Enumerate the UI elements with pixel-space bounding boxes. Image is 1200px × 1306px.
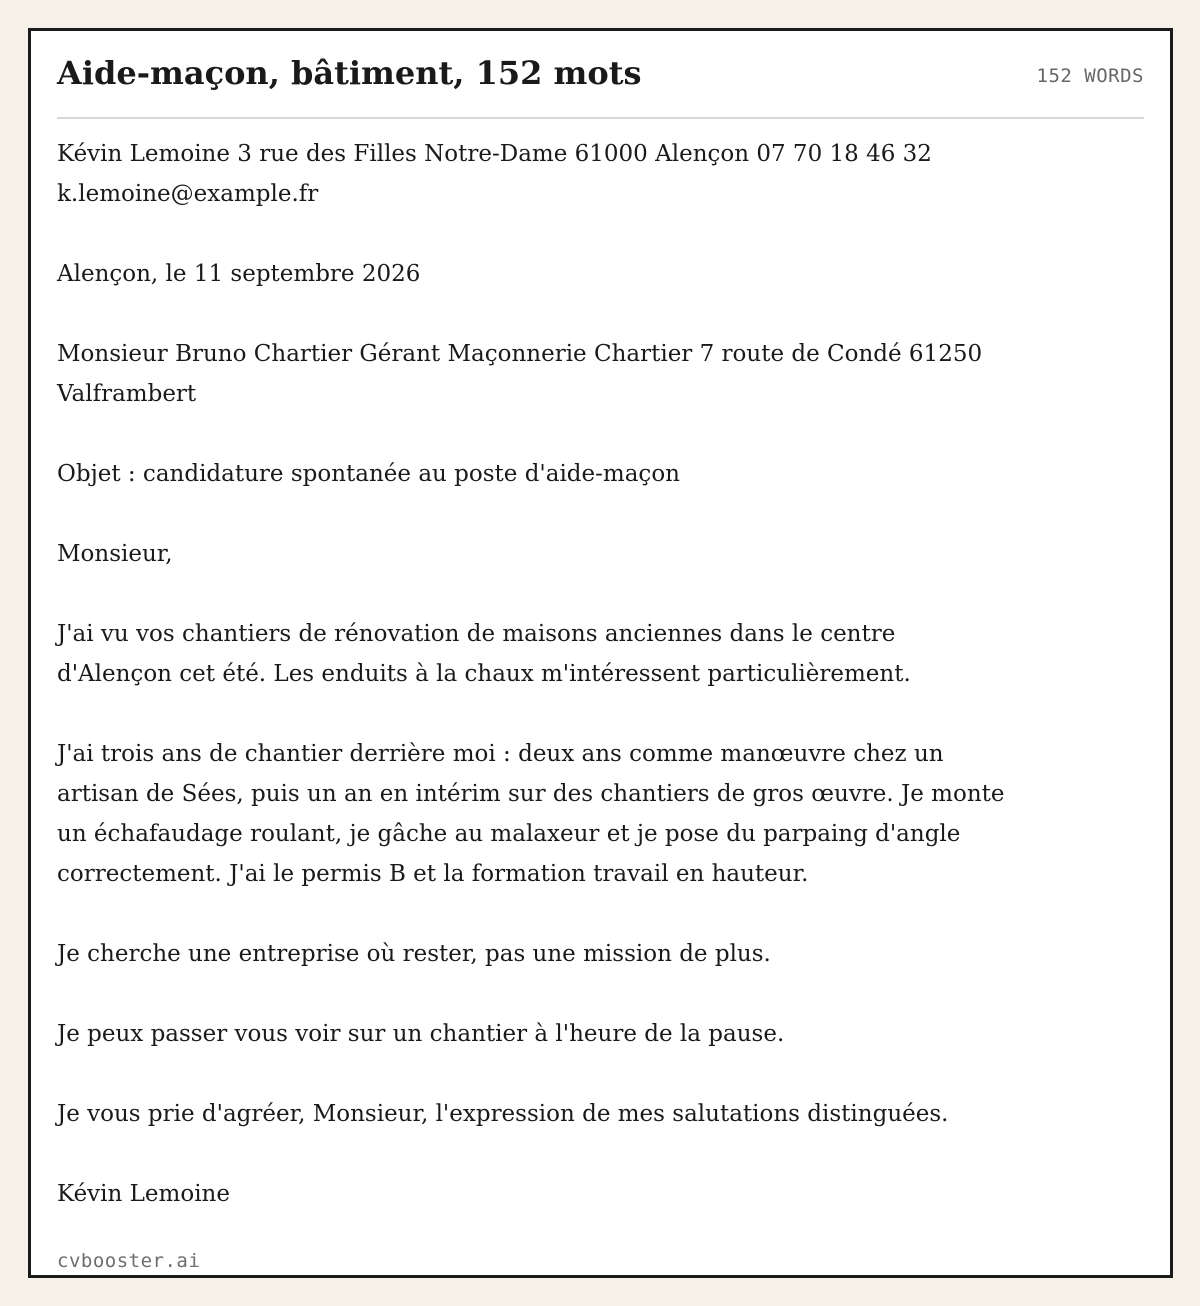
word-count-badge: 152 WORDS [1036, 65, 1144, 87]
letter-card [28, 28, 1173, 1278]
letter-signature: Kévin Lemoine [57, 1181, 230, 1207]
letter-subject: Objet : candidature spontanée au poste d'aide-maçon [57, 461, 680, 487]
sender-block: Kévin Lemoine 3 rue des Filles Notre-Dame 61000 Alençon 07 70 18 46 32 k.lemoine@example.fr [57, 141, 932, 207]
letter-body [57, 134, 1017, 1214]
page-title: Aide-maçon, bâtiment, 152 mots [57, 54, 642, 92]
body-paragraph-1: J'ai vu vos chantiers de rénovation de maisons anciennes dans le centre d'Alençon cet été. Les enduits à la chaux m'intéressent particulièrement. [57, 621, 911, 687]
body-paragraph-3: Je cherche une entreprise où rester, pas une mission de plus. [57, 941, 771, 967]
footer-brand: cvbooster.ai [57, 1250, 201, 1272]
body-paragraph-2: J'ai trois ans de chantier derrière moi : deux ans comme manœuvre chez un artisan de Sées, puis un an en intérim sur des chantiers de gros œuvre. Je monte un échafaudage roulant, je gâche au malaxeur et je pose du parpaing d'angle correctement. J'ai le permis B et la formation travail en hauteur. [57, 741, 1005, 887]
closing-formula: Je vous prie d'agréer, Monsieur, l'expression de mes salutations distinguées. [57, 1101, 949, 1127]
body-paragraph-4: Je peux passer vous voir sur un chantier à l'heure de la pause. [57, 1021, 785, 1047]
recipient-block: Monsieur Bruno Chartier Gérant Maçonnerie Chartier 7 route de Condé 61250 Valframbert [57, 341, 983, 407]
letter-date: Alençon, le 11 septembre 2026 [57, 261, 421, 287]
letter-salutation: Monsieur, [57, 541, 173, 567]
letter-header [57, 31, 1144, 119]
